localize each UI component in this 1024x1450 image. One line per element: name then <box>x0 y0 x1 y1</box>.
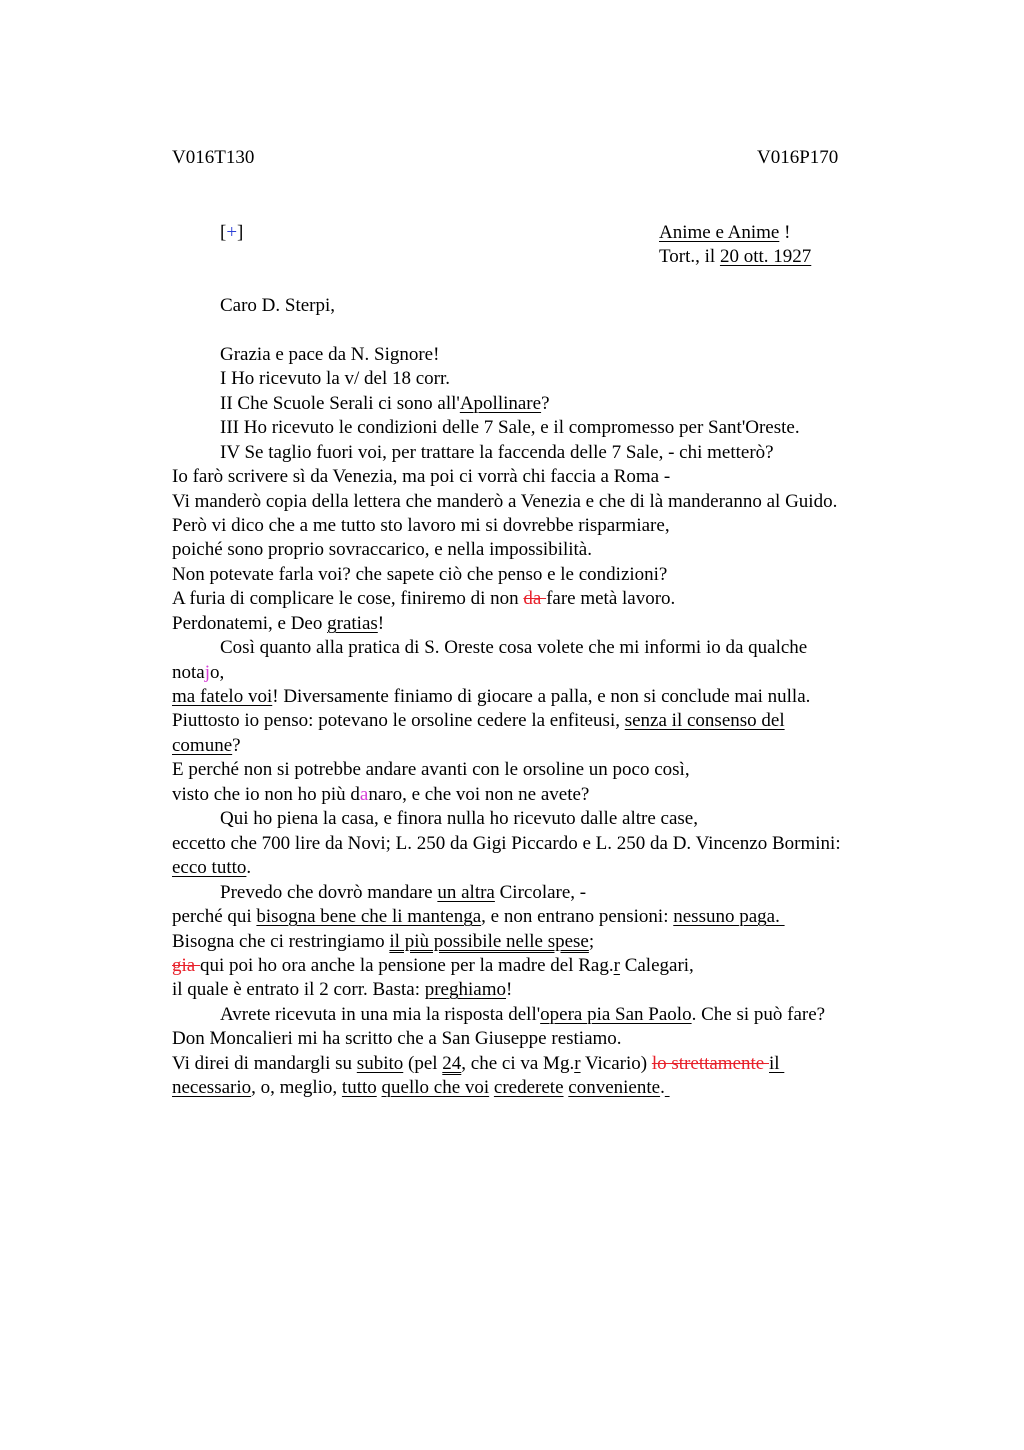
text-line: Però vi dico che a me tutto sto lavoro mi si dovrebbe risparmiare, <box>172 515 670 536</box>
text-line: Perdonatemi, e Deo gratias! <box>172 613 385 634</box>
text-line: II Che Scuole Serali ci sono all'Apollinare? <box>220 393 550 414</box>
text-line: visto che io non ho più danaro, e che voi non ne avete? <box>172 784 590 805</box>
text-line: ecco tutto. <box>172 857 252 878</box>
deleted-text: da <box>523 588 547 609</box>
text-line: IV Se taglio fuori voi, per trattare la faccenda delle 7 Sale, - chi metterò? <box>220 442 774 463</box>
text-line: I Ho ricevuto la v/ del 18 corr. <box>220 368 451 389</box>
text-line: Io farò scrivere sì da Venezia, ma poi ci vorrà chi faccia a Roma - <box>172 466 671 487</box>
text-line: Prevedo che dovrò mandare un altra Circolare, - <box>220 882 587 903</box>
text-line: III Ho ricevuto le condizioni delle 7 Sale, e il compromesso per Sant'Oreste. <box>220 417 800 438</box>
text-line: Bisogna che ci restringiamo il più possibile nelle spese; <box>172 931 595 952</box>
cross-symbol: + <box>226 222 238 243</box>
text-line: poiché sono proprio sovraccarico, e nella impossibilità. <box>172 539 592 560</box>
text-line: Vi manderò copia della lettera che manderò a Venezia e che di là manderanno al Guido. <box>172 491 838 512</box>
text-line: notajo, <box>172 662 225 683</box>
text-line: Così quanto alla pratica di S. Oreste cosa volete che mi informi io da qualche <box>220 637 808 658</box>
text-line: il quale è entrato il 2 corr. Basta: preghiamo! <box>172 979 513 1000</box>
text-line: perché qui bisogna bene che li mantenga, e non entrano pensioni: nessuno paga. <box>172 906 785 927</box>
cross-marker: [+] <box>220 222 244 243</box>
salutation: Caro D. Sterpi, <box>220 295 336 316</box>
text-line: Grazia e pace da N. Signore! <box>220 344 440 365</box>
text-line: Don Moncalieri mi ha scritto che a San Giuseppe restiamo. <box>172 1028 622 1049</box>
deleted-text: lo strettamente <box>651 1053 769 1074</box>
text-line: necessario, o, meglio, tutto quello che voi crederete conveniente. <box>172 1077 665 1098</box>
text-line: A furia di complicare le cose, finiremo di non da fare metà lavoro. <box>172 588 676 609</box>
letter-date: Tort., il 20 ott. 1927 <box>659 246 812 267</box>
text-line: Piuttosto io penso: potevano le orsoline cedere la enfiteusi, senza il consenso del <box>172 710 785 731</box>
text-line: Non potevate farla voi? che sapete ciò che penso e le condizioni? <box>172 564 668 585</box>
text-line: E perché non si potrebbe andare avanti con le orsoline un poco così, <box>172 759 690 780</box>
text-line: Vi direi di mandargli su subito (pel 24, che ci va Mg.r Vicario) lo strettamente il <box>172 1053 785 1074</box>
text-line: comune? <box>172 735 241 756</box>
corrected-letter: a <box>359 784 369 805</box>
archive-code-left: V016T130 <box>172 147 255 168</box>
text-line: ma fatelo voi! Diversamente finiamo di giocare a palla, e non si conclude mai nulla. <box>172 686 811 707</box>
archive-code-right: V016P170 <box>757 147 839 168</box>
corrected-letter: j <box>204 662 210 683</box>
text-line: Avrete ricevuta in una mia la risposta dell'opera pia San Paolo. Che si può fare? <box>220 1004 826 1025</box>
deleted-text: gia <box>172 955 200 976</box>
text-line: eccetto che 700 lire da Novi; L. 250 da Gigi Piccardo e L. 250 da D. Vincenzo Bormini: <box>172 833 841 854</box>
text-line: Qui ho piena la casa, e finora nulla ho ricevuto dalle altre case, <box>220 808 698 829</box>
text-line: gia qui poi ho ora anche la pensione per la madre del Rag.r Calegari, <box>172 955 694 976</box>
letter-motto: Anime e Anime ! <box>659 222 791 243</box>
